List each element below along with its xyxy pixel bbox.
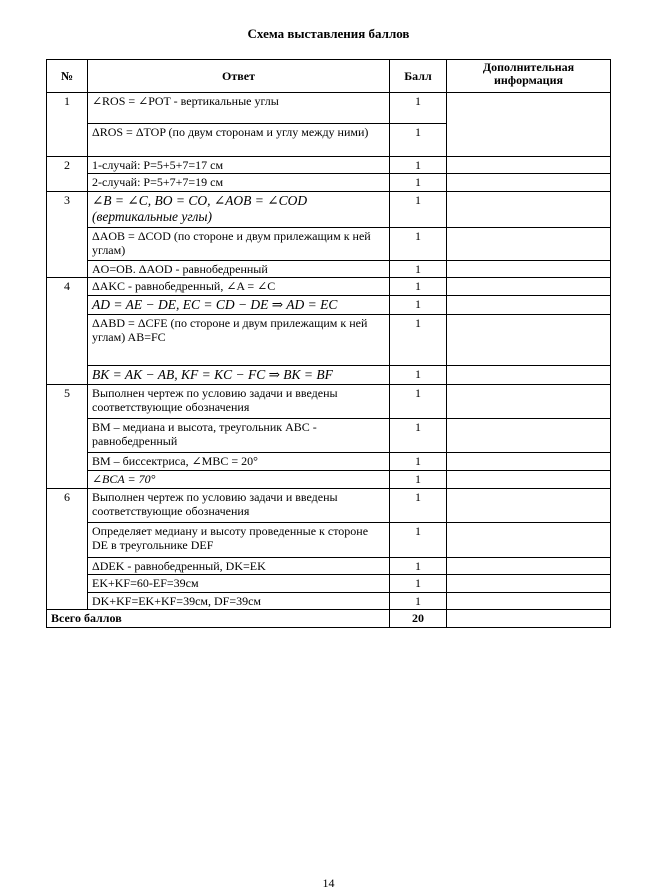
table-row — [47, 227, 611, 260]
table-row — [47, 470, 611, 488]
extra-info-cell — [447, 295, 611, 314]
table-row — [47, 295, 611, 314]
answer-cell: ∠BCA = 70° — [88, 470, 390, 488]
extra-info-cell — [447, 610, 611, 627]
ball-cell: 1 — [390, 278, 447, 295]
ball-cell: 1 — [390, 174, 447, 191]
extra-info-cell — [447, 227, 611, 260]
ball-cell: 1 — [390, 260, 447, 277]
extra-info-cell — [447, 93, 611, 157]
answer-cell: 2-случай: P=5+7+7=19 см — [88, 174, 390, 191]
header-answer: Ответ — [88, 60, 390, 93]
extra-info-cell — [447, 260, 611, 277]
table-row — [47, 93, 611, 124]
extra-info-cell — [447, 557, 611, 574]
answer-cell: ΔAKC - равнобедренный, ∠A = ∠C — [88, 278, 390, 295]
task-number: 2 — [47, 157, 88, 192]
ball-cell: 1 — [390, 191, 447, 227]
answer-cell: Выполнен чертеж по условию задачи и введены соответствующие обозначения — [88, 488, 390, 522]
table-row — [47, 191, 611, 227]
extra-info-cell — [447, 470, 611, 488]
header-num: № — [47, 60, 88, 93]
header-ball: Балл — [390, 60, 447, 93]
extra-info-cell — [447, 314, 611, 365]
table-row — [47, 452, 611, 470]
table-row — [47, 365, 611, 384]
extra-info-cell — [447, 488, 611, 522]
ball-cell: 1 — [390, 124, 447, 157]
total-label: Всего баллов — [47, 610, 390, 627]
ball-cell: 1 — [390, 93, 447, 124]
task-number: 3 — [47, 191, 88, 277]
extra-info-cell — [447, 174, 611, 191]
table-row — [47, 557, 611, 574]
ball-cell: 1 — [390, 488, 447, 522]
extra-info-cell — [447, 278, 611, 295]
extra-info-cell — [447, 384, 611, 418]
table-row — [47, 522, 611, 557]
task-number: 1 — [47, 93, 88, 157]
ball-cell: 1 — [390, 470, 447, 488]
ball-cell: 1 — [390, 557, 447, 574]
score-table — [46, 59, 611, 628]
answer-cell: AO=OB. ΔAOD - равнобедренный — [88, 260, 390, 277]
answer-cell: ΔROS = ΔTOP (по двум сторонам и углу между ними) — [88, 124, 390, 157]
answer-cell: Выполнен чертеж по условию задачи и введены соответствующие обозначения — [88, 384, 390, 418]
task-number: 5 — [47, 384, 88, 488]
task-number: 6 — [47, 488, 88, 609]
extra-info-cell — [447, 157, 611, 174]
task-number: 4 — [47, 278, 88, 385]
ball-cell: 1 — [390, 575, 447, 592]
table-row — [47, 260, 611, 277]
answer-cell: AD = AE − DE, EC = CD − DE ⇒ AD = EC — [88, 295, 390, 314]
table-row — [47, 488, 611, 522]
extra-info-cell — [447, 522, 611, 557]
ball-cell: 1 — [390, 522, 447, 557]
ball-cell: 1 — [390, 314, 447, 365]
extra-info-cell — [447, 592, 611, 609]
answer-cell: EK+KF=60-EF=39см — [88, 575, 390, 592]
table-row — [47, 157, 611, 174]
answer-cell: ∠B = ∠C, BO = CO, ∠AOB = ∠COD (вертикальные углы) — [88, 191, 390, 227]
ball-cell: 1 — [390, 365, 447, 384]
extra-info-cell — [447, 452, 611, 470]
ball-cell: 1 — [390, 418, 447, 452]
total-row — [47, 610, 611, 627]
ball-cell: 1 — [390, 384, 447, 418]
answer-cell: ΔABD = ΔCFE (по стороне и двум прилежащим к ней углам) AB=FC — [88, 314, 390, 365]
table-row — [47, 174, 611, 191]
answer-cell: ΔDEK - равнобедренный, DK=EK — [88, 557, 390, 574]
extra-info-cell — [447, 575, 611, 592]
extra-info-cell — [447, 418, 611, 452]
table-row — [47, 592, 611, 609]
header-extra: Дополнительная информация — [447, 60, 611, 93]
ball-cell: 1 — [390, 157, 447, 174]
ball-cell: 1 — [390, 592, 447, 609]
page-title: Схема выставления баллов — [247, 26, 410, 41]
table-row — [47, 278, 611, 295]
answer-cell: DK+KF=EK+KF=39см, DF=39см — [88, 592, 390, 609]
ball-cell: 1 — [390, 295, 447, 314]
ball-cell: 1 — [390, 452, 447, 470]
answer-cell: ΔAOB = ΔCOD (по стороне и двум прилежащим к ней углам) — [88, 227, 390, 260]
answer-cell: ∠ROS = ∠POT - вертикальные углы — [88, 93, 390, 124]
answer-cell: BM – биссектриса, ∠MBC = 20° — [88, 452, 390, 470]
page-number: 14 — [322, 876, 335, 890]
answer-cell: 1-случай: P=5+5+7=17 см — [88, 157, 390, 174]
extra-info-cell — [447, 191, 611, 227]
table-row — [47, 314, 611, 365]
table-row — [47, 418, 611, 452]
header-row — [47, 60, 611, 93]
answer-cell: BK = AK − AB, KF = KC − FC ⇒ BK = BF — [88, 365, 390, 384]
table-row — [47, 575, 611, 592]
extra-info-cell — [447, 365, 611, 384]
table-row — [47, 384, 611, 418]
ball-cell: 1 — [390, 227, 447, 260]
answer-cell: BM – медиана и высота, треугольник ABC - равнобедренный — [88, 418, 390, 452]
total-value: 20 — [390, 610, 447, 627]
answer-cell: Определяет медиану и высоту проведенные к стороне DE в треугольнике DEF — [88, 522, 390, 557]
